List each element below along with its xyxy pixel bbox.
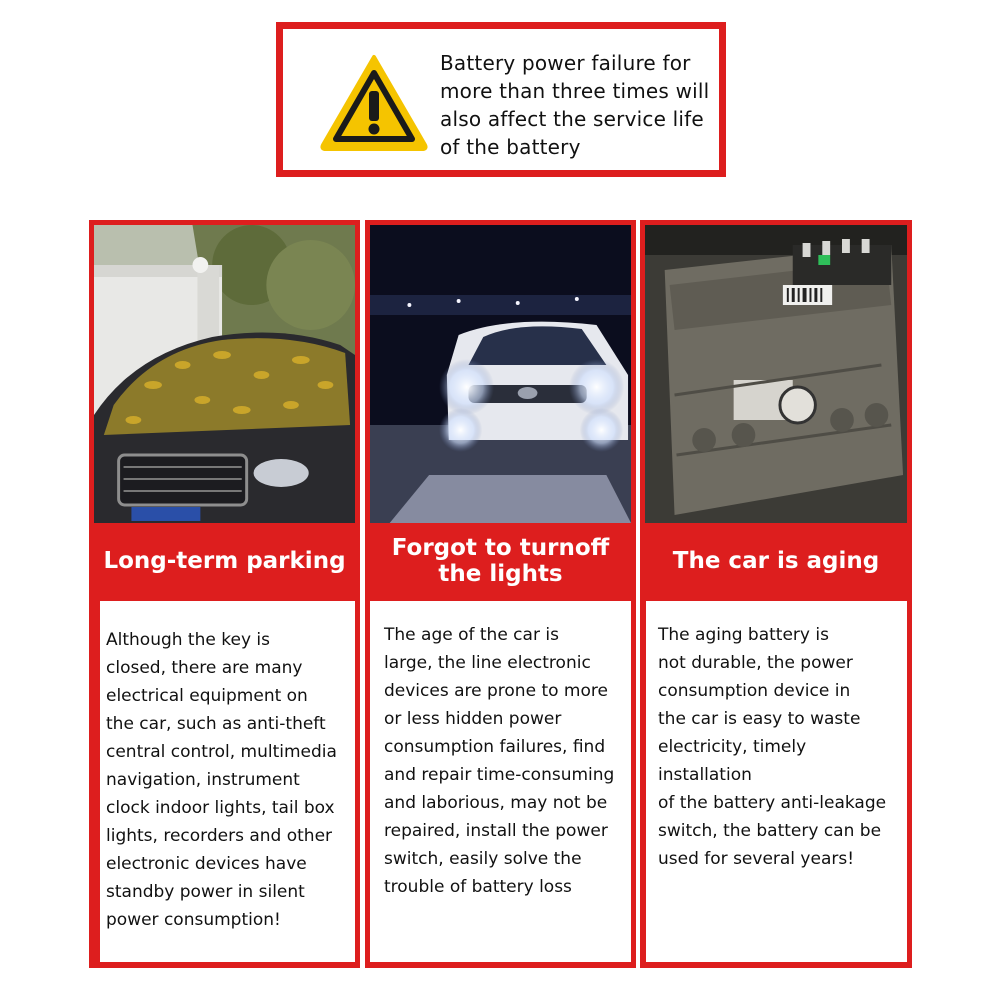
card-title: Long-term parking bbox=[92, 523, 357, 599]
leaf-covered-car-image bbox=[94, 225, 355, 523]
card-title: Forgot to turnoff the lights bbox=[368, 523, 633, 599]
desc-line: repaired, install the power bbox=[384, 821, 608, 841]
photo-old-battery bbox=[645, 225, 907, 523]
car-headlights-image bbox=[370, 225, 631, 523]
desc-line: the car is easy to waste bbox=[658, 709, 861, 729]
desc-line: lights, recorders and other bbox=[106, 826, 333, 846]
card-long-term-parking bbox=[89, 220, 360, 968]
desc-line: devices are prone to more bbox=[384, 681, 608, 701]
desc-line: Although the key is bbox=[106, 630, 270, 650]
desc-line: electricity, timely installation bbox=[658, 737, 807, 785]
card-description bbox=[646, 601, 907, 962]
card-description bbox=[370, 601, 631, 962]
photo-parked-car bbox=[94, 225, 355, 523]
card-car-aging bbox=[640, 220, 912, 968]
desc-line: of the battery anti-leakage bbox=[658, 793, 887, 813]
warning-text bbox=[440, 49, 722, 161]
desc-line: electrical equipment on bbox=[106, 686, 308, 706]
desc-line: clock indoor lights, tail box bbox=[106, 798, 335, 818]
desc-line: The age of the car is bbox=[384, 625, 559, 645]
desc-line: trouble of battery loss bbox=[384, 877, 572, 897]
desc-line: electronic devices have bbox=[106, 854, 307, 874]
warning-banner bbox=[276, 22, 726, 177]
card-description bbox=[100, 601, 355, 962]
warning-line: of the battery bbox=[440, 135, 581, 159]
desc-line: not durable, the power bbox=[658, 653, 853, 673]
photo-headlights bbox=[370, 225, 631, 523]
desc-line: navigation, instrument bbox=[106, 770, 300, 790]
warning-triangle-icon bbox=[319, 53, 429, 151]
desc-line: and laborious, may not be bbox=[384, 793, 608, 813]
desc-line: consumption failures, find bbox=[384, 737, 606, 757]
old-battery-image bbox=[645, 225, 907, 523]
card-forgot-lights bbox=[365, 220, 636, 968]
warning-line: Battery power failure for bbox=[440, 51, 691, 75]
desc-line: the car, such as anti-theft bbox=[106, 714, 326, 734]
desc-line: closed, there are many bbox=[106, 658, 303, 678]
desc-line: switch, the battery can be bbox=[658, 821, 882, 841]
desc-line: switch, easily solve the bbox=[384, 849, 582, 869]
desc-line: or less hidden power bbox=[384, 709, 562, 729]
desc-line: central control, multimedia bbox=[106, 742, 337, 762]
warning-line: also affect the service life bbox=[440, 107, 704, 131]
warning-line: more than three times will bbox=[440, 79, 710, 103]
desc-line: power consumption! bbox=[106, 910, 281, 930]
desc-line: standby power in silent bbox=[106, 882, 305, 902]
card-title: The car is aging bbox=[643, 523, 909, 599]
desc-line: used for several years! bbox=[658, 849, 855, 869]
desc-line: and repair time-consuming bbox=[384, 765, 615, 785]
desc-line: consumption device in bbox=[658, 681, 851, 701]
desc-line: large, the line electronic bbox=[384, 653, 591, 673]
desc-line: The aging battery is bbox=[658, 625, 829, 645]
